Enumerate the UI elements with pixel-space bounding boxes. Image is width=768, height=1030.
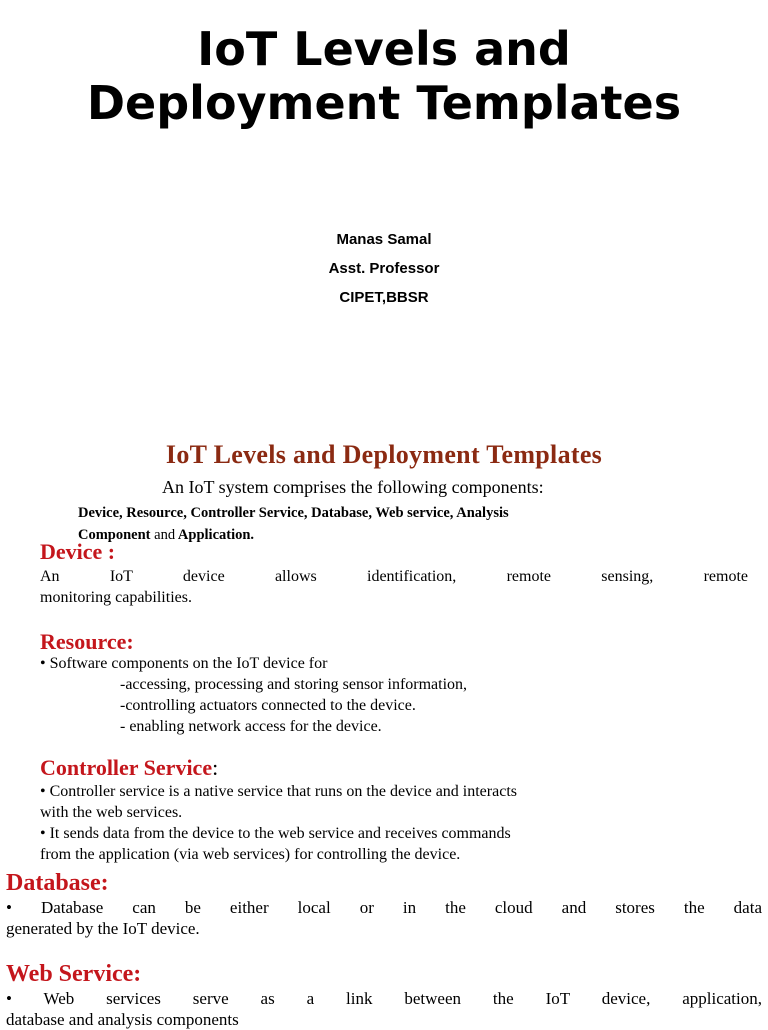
controller-heading-text: Controller Service	[40, 755, 213, 780]
resource-line-4: - enabling network access for the device.	[120, 718, 382, 735]
controller-line-2: with the web services.	[40, 804, 183, 821]
web-service-line-1: • Web services serve as a link between the IoT device, application,	[6, 989, 762, 1008]
components-list	[78, 502, 718, 546]
controller-line-3: • It sends data from the device to the web service and receives commands	[40, 825, 511, 842]
components-line-1: Device, Resource, Controller Service, Database, Web service, Analysis	[78, 505, 509, 521]
device-description	[40, 566, 748, 608]
web-service-line-2: database and analysis components	[6, 1010, 239, 1029]
resource-line-2: -accessing, processing and storing sensor information,	[120, 676, 468, 693]
resource-description	[40, 653, 748, 737]
device-heading: Device :	[40, 539, 116, 564]
database-line-2: generated by the IoT device.	[6, 919, 200, 938]
page-title	[0, 22, 768, 130]
author-name: Manas Samal	[336, 231, 432, 248]
components-component: Component	[78, 527, 151, 543]
slide-image	[0, 432, 768, 1029]
controller-service-heading	[40, 756, 218, 780]
components-and: and	[154, 527, 176, 543]
components-line-2	[78, 524, 718, 546]
components-application: Application.	[177, 527, 255, 543]
controller-service-description	[40, 781, 748, 865]
slide-intro: An IoT system comprises the following components:	[162, 477, 544, 497]
slide-title: IoT Levels and Deployment Templates	[165, 440, 603, 469]
controller-heading-colon: :	[212, 755, 219, 780]
database-line-1: • Database can be either local or in the cloud and stores the data	[6, 898, 762, 917]
database-description	[6, 897, 762, 939]
device-line-2: monitoring capabilities.	[40, 589, 192, 606]
author-organization: CIPET,BBSR	[339, 289, 429, 306]
resource-line-3: -controlling actuators connected to the device.	[120, 697, 416, 714]
device-line-1: An IoT device allows identification, remote sensing, remote	[40, 568, 748, 585]
web-service-heading: Web Service:	[6, 961, 142, 987]
resource-heading: Resource:	[40, 629, 134, 654]
database-heading: Database:	[6, 870, 109, 896]
resource-line-1: • Software components on the IoT device for	[40, 655, 328, 672]
controller-line-4: from the application (via web services) for controlling the device.	[40, 846, 461, 863]
controller-line-1: • Controller service is a native service that runs on the device and interacts	[40, 783, 517, 800]
author-role: Asst. Professor	[328, 260, 440, 277]
title-line-2: Deployment Templates	[86, 76, 682, 130]
title-line-1: IoT Levels and	[197, 22, 571, 76]
